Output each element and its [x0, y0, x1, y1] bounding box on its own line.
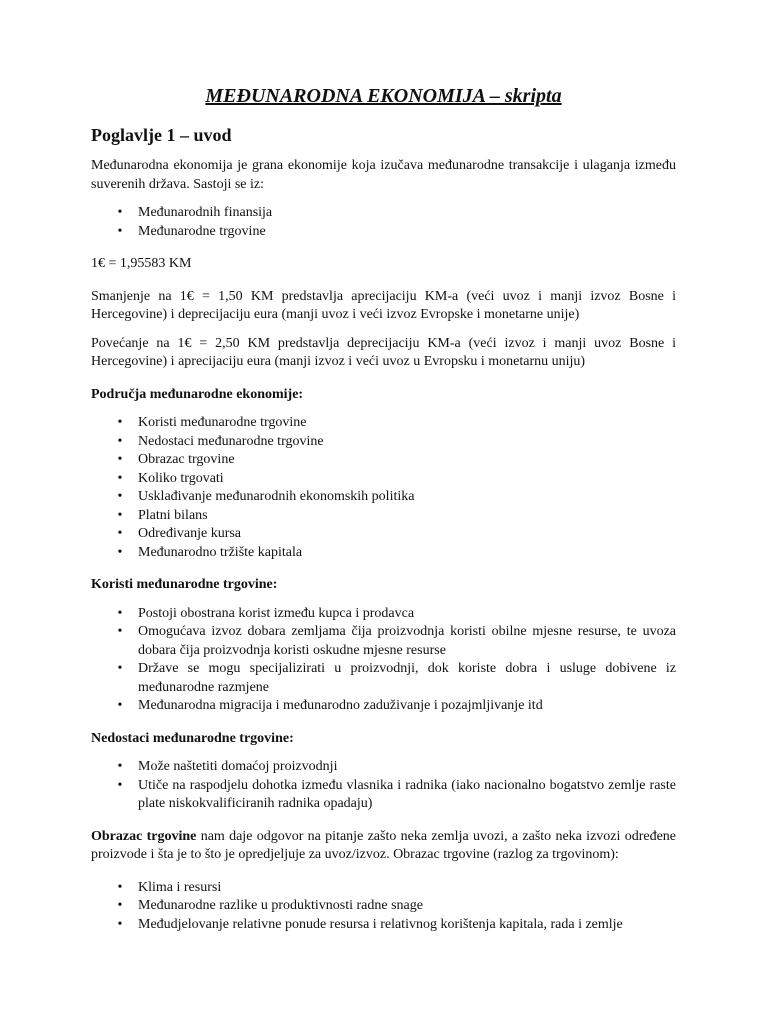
- pattern-bold-term: Obrazac trgovine: [91, 828, 197, 844]
- list-item: [91, 879, 676, 898]
- list-item-text: Koristi međunarodne trgovine: [138, 415, 307, 430]
- list-item-text: Utiče na raspodjelu dohotka između vlasnika i radnika (iako nacionalno bogatstvo zemlje raste plate niskokvalificiranih radnika opadaju): [138, 777, 676, 811]
- list-item: [91, 758, 676, 777]
- increase-paragraph: Povećanje na 1€ = 2,50 KM predstavlja deprecijaciju KM-a (veći izvoz i manji uvoz Bosne i Hercegovine) i aprecijaciju eura (manji izvoz i veći uvoz u Evropsku i monetarnu uniju): [91, 335, 676, 369]
- bullet-icon: •: [117, 759, 123, 774]
- bullet-icon: •: [117, 507, 123, 523]
- bullet-icon: •: [117, 624, 123, 639]
- list-item: [91, 204, 676, 223]
- list-item: [91, 623, 676, 660]
- list-item-text: Klima i resursi: [138, 879, 222, 895]
- list-item: [91, 525, 676, 544]
- list-item-text: Koliko trgovati: [138, 470, 224, 486]
- list-item: [91, 488, 676, 507]
- decrease-paragraph: Smanjenje na 1€ = 1,50 KM predstavlja aprecijaciju KM-a (veći uvoz i manji izvoz Bosne i Hercegovine) i deprecijaciju eura (manji uvoz i veći izvoz Evropske i monetarne unije): [91, 288, 676, 322]
- list-item-text: Međunarodna migracija i međunarodno zaduživanje i pozajmljivanje itd: [138, 698, 543, 713]
- list-item: [91, 451, 676, 470]
- list-item-text: Određivanje kursa: [138, 526, 242, 541]
- list-item: [91, 605, 676, 624]
- bullet-icon: •: [117, 526, 123, 541]
- pattern-paragraph: [91, 828, 676, 865]
- list-item-text: Usklađivanje međunarodnih ekonomskih politika: [138, 489, 415, 504]
- list-item: [91, 916, 676, 935]
- drawbacks-heading: Nedostaci međunarodne trgovine:: [91, 730, 294, 746]
- list-item-text: Međunarodne trgovine: [138, 223, 266, 239]
- list-item-text: Postoji obostrana korist između kupca i prodavca: [138, 605, 415, 621]
- document-title: MEĐUNARODNA EKONOMIJA – skripta: [205, 85, 562, 107]
- intro-paragraph: Međunarodna ekonomija je grana ekonomije koja izučava međunarodne transakcije i ulaganja između suverenih država. Sastoji se iz:: [91, 158, 676, 192]
- bullet-icon: •: [117, 777, 123, 793]
- areas-heading: Područja međunarodne ekonomije:: [91, 386, 304, 402]
- list-item: [91, 544, 676, 563]
- bullet-icon: •: [117, 605, 123, 621]
- list-item-text: Platni bilans: [138, 507, 208, 523]
- document-page: [91, 84, 676, 934]
- list-item: [91, 897, 676, 916]
- chapter-heading: Poglavlje 1 – uvod: [91, 125, 232, 145]
- list-item-text: Međunarodno tržište kapitala: [138, 544, 303, 560]
- list-item-text: Međudjelovanje relativne ponude resursa i relativnog korištenja kapitala, rada i zemlje: [138, 916, 623, 932]
- exchange-rate-line: 1€ = 1,95583 KM: [91, 256, 192, 271]
- list-item: [91, 777, 676, 814]
- bullet-icon: •: [117, 489, 123, 504]
- drawbacks-list: [91, 758, 676, 814]
- bullet-icon: •: [117, 916, 123, 932]
- list-item-text: Može naštetiti domaćoj proizvodnji: [138, 759, 338, 774]
- intro-list: [91, 204, 676, 241]
- list-item: [91, 414, 676, 433]
- benefits-heading: Koristi međunarodne trgovine:: [91, 577, 278, 592]
- list-item: [91, 507, 676, 526]
- pattern-list: [91, 879, 676, 935]
- bullet-icon: •: [117, 898, 123, 913]
- list-item: [91, 697, 676, 716]
- bullet-icon: •: [117, 205, 123, 220]
- list-item: [91, 660, 676, 697]
- list-item-text: Države se mogu specijalizirati u proizvodnji, dok koriste dobra i usluge dobivene iz međunarodne razmjene: [138, 661, 676, 695]
- pattern-text: nam daje odgovor na pitanje zašto neka zemlja uvozi, a zašto neka izvozi određene proizvode i šta je to što je opredjeljuje za uvoz/izvoz. Obrazac trgovine (razlog za trgovinom):: [91, 828, 676, 862]
- bullet-icon: •: [117, 433, 123, 449]
- bullet-icon: •: [117, 661, 123, 676]
- list-item-text: Omogućava izvoz dobara zemljama čija proizvodnja koristi obilne mjesne resurse, te uvoza dobara čija proizvodnja koristi oskudne mjesne resurse: [138, 624, 676, 658]
- list-item: [91, 433, 676, 452]
- bullet-icon: •: [117, 223, 123, 239]
- bullet-icon: •: [117, 698, 123, 713]
- bullet-icon: •: [117, 415, 123, 430]
- bullet-icon: •: [117, 452, 123, 467]
- bullet-icon: •: [117, 470, 123, 486]
- benefits-list: [91, 605, 676, 716]
- list-item-text: Međunarodne razlike u produktivnosti radne snage: [138, 898, 423, 913]
- list-item-text: Međunarodnih finansija: [138, 205, 273, 220]
- list-item-text: Obrazac trgovine: [138, 452, 235, 467]
- list-item: [91, 223, 676, 242]
- bullet-icon: •: [117, 879, 123, 895]
- bullet-icon: •: [117, 544, 123, 560]
- areas-list: [91, 414, 676, 562]
- list-item: [91, 470, 676, 489]
- list-item-text: Nedostaci međunarodne trgovine: [138, 433, 324, 449]
